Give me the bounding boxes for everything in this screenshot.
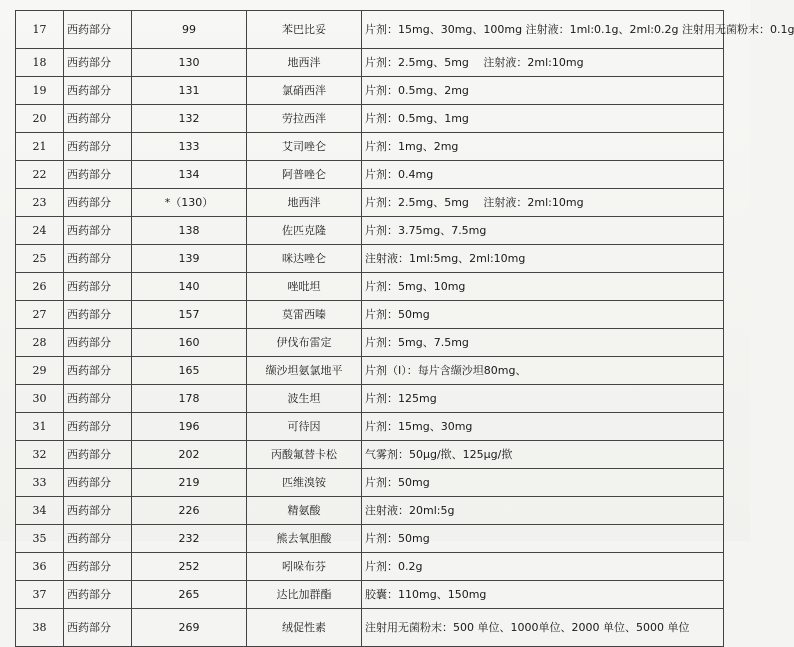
- category-cell: 西药部分: [64, 11, 132, 49]
- table-row: [16, 133, 724, 161]
- code-cell: 99: [132, 11, 247, 49]
- code-cell: 140: [132, 273, 247, 301]
- code-cell: 226: [132, 497, 247, 525]
- row-number-cell: 19: [16, 77, 64, 105]
- category-cell: 西药部分: [64, 497, 132, 525]
- drug-name-cell: 达比加群酯: [247, 581, 362, 609]
- code-cell: 219: [132, 469, 247, 497]
- row-number-cell: 20: [16, 105, 64, 133]
- drug-name-cell: 莫雷西嗪: [247, 301, 362, 329]
- row-number-cell: 37: [16, 581, 64, 609]
- row-number-cell: 18: [16, 49, 64, 77]
- code-cell: 134: [132, 161, 247, 189]
- code-cell: 131: [132, 77, 247, 105]
- category-cell: 西药部分: [64, 77, 132, 105]
- specification-cell: 片剂：1mg、2mg: [362, 133, 724, 161]
- table-row: [16, 301, 724, 329]
- category-cell: 西药部分: [64, 161, 132, 189]
- table-row: [16, 273, 724, 301]
- specification-cell: 片剂：0.5mg、1mg: [362, 105, 724, 133]
- row-number-cell: 32: [16, 441, 64, 469]
- specification-cell: 片剂（Ⅰ）：每片含缬沙坦80mg、: [362, 357, 724, 385]
- specification-cell: 气雾剂：50μg/揿、125μg/揿: [362, 441, 724, 469]
- row-number-cell: 29: [16, 357, 64, 385]
- code-cell: 133: [132, 133, 247, 161]
- row-number-cell: 34: [16, 497, 64, 525]
- code-cell: 196: [132, 413, 247, 441]
- code-cell: 265: [132, 581, 247, 609]
- row-number-cell: 17: [16, 11, 64, 49]
- specification-cell: 片剂：125mg: [362, 385, 724, 413]
- specification-cell: 片剂：0.5mg、2mg: [362, 77, 724, 105]
- code-cell: 252: [132, 553, 247, 581]
- specification-cell: 片剂：2.5mg、5mg 注射液：2ml:10mg: [362, 189, 724, 217]
- category-cell: 西药部分: [64, 413, 132, 441]
- specification-cell: 片剂：50mg: [362, 469, 724, 497]
- category-cell: 西药部分: [64, 49, 132, 77]
- table-row: [16, 525, 724, 553]
- category-cell: 西药部分: [64, 525, 132, 553]
- drug-name-cell: 绒促性素: [247, 609, 362, 647]
- drug-name-cell: 伊伐布雷定: [247, 329, 362, 357]
- specification-cell: 片剂：5mg、10mg: [362, 273, 724, 301]
- table-row: [16, 189, 724, 217]
- drug-name-cell: 艾司唑仑: [247, 133, 362, 161]
- drug-name-cell: 唑吡坦: [247, 273, 362, 301]
- drug-name-cell: 咪达唑仑: [247, 245, 362, 273]
- category-cell: 西药部分: [64, 441, 132, 469]
- category-cell: 西药部分: [64, 385, 132, 413]
- drug-name-cell: 地西泮: [247, 189, 362, 217]
- table-row: [16, 609, 724, 647]
- table-row: [16, 105, 724, 133]
- code-cell: 138: [132, 217, 247, 245]
- category-cell: 西药部分: [64, 273, 132, 301]
- specification-cell: 片剂：50mg: [362, 301, 724, 329]
- table-row: [16, 49, 724, 77]
- code-cell: 178: [132, 385, 247, 413]
- table-row: [16, 581, 724, 609]
- drug-name-cell: 缬沙坦氨氯地平: [247, 357, 362, 385]
- table-row: [16, 385, 724, 413]
- table-row: [16, 11, 724, 49]
- drug-name-cell: 匹维溴铵: [247, 469, 362, 497]
- row-number-cell: 21: [16, 133, 64, 161]
- specification-cell: 注射液：1ml:5mg、2ml:10mg: [362, 245, 724, 273]
- code-cell: *（130）: [132, 189, 247, 217]
- category-cell: 西药部分: [64, 133, 132, 161]
- table-body: [16, 11, 794, 647]
- specification-cell: 片剂：2.5mg、5mg 注射液：2ml:10mg: [362, 49, 724, 77]
- drug-name-cell: 地西泮: [247, 49, 362, 77]
- category-cell: 西药部分: [64, 189, 132, 217]
- category-cell: 西药部分: [64, 581, 132, 609]
- specification-cell: 注射液：20ml:5g: [362, 497, 724, 525]
- drug-name-cell: 丙酸氟替卡松: [247, 441, 362, 469]
- category-cell: 西药部分: [64, 301, 132, 329]
- table-row: [16, 469, 724, 497]
- code-cell: 132: [132, 105, 247, 133]
- specification-cell: 胶囊：110mg、150mg: [362, 581, 724, 609]
- code-cell: 130: [132, 49, 247, 77]
- row-number-cell: 25: [16, 245, 64, 273]
- category-cell: 西药部分: [64, 329, 132, 357]
- drug-name-cell: 劳拉西泮: [247, 105, 362, 133]
- table-row: [16, 77, 724, 105]
- row-number-cell: 24: [16, 217, 64, 245]
- row-number-cell: 28: [16, 329, 64, 357]
- category-cell: 西药部分: [64, 245, 132, 273]
- code-cell: 160: [132, 329, 247, 357]
- specification-cell: 片剂：0.4mg: [362, 161, 724, 189]
- row-number-cell: 30: [16, 385, 64, 413]
- code-cell: 139: [132, 245, 247, 273]
- drug-name-cell: 吲哚布芬: [247, 553, 362, 581]
- category-cell: 西药部分: [64, 105, 132, 133]
- drug-name-cell: 阿普唑仑: [247, 161, 362, 189]
- row-number-cell: 36: [16, 553, 64, 581]
- code-cell: 165: [132, 357, 247, 385]
- row-number-cell: 22: [16, 161, 64, 189]
- row-number-cell: 26: [16, 273, 64, 301]
- table-row: [16, 329, 724, 357]
- table-row: [16, 217, 724, 245]
- category-cell: 西药部分: [64, 357, 132, 385]
- specification-cell: 片剂：50mg: [362, 525, 724, 553]
- category-cell: 西药部分: [64, 609, 132, 647]
- code-cell: 232: [132, 525, 247, 553]
- code-cell: 157: [132, 301, 247, 329]
- table-row: [16, 357, 724, 385]
- specification-cell: 片剂：15mg、30mg、100mg 注射液：1ml:0.1g、2ml:0.2g 注射用无菌粉末：0.1g: [362, 11, 724, 49]
- drug-name-cell: 波生坦: [247, 385, 362, 413]
- code-cell: 202: [132, 441, 247, 469]
- specification-cell: 注射用无菌粉末：500 单位、1000单位、2000 单位、5000 单位: [362, 609, 724, 647]
- category-cell: 西药部分: [64, 469, 132, 497]
- drug-name-cell: 熊去氧胆酸: [247, 525, 362, 553]
- table-row: [16, 413, 724, 441]
- specification-cell: 片剂：0.2g: [362, 553, 724, 581]
- table-row: [16, 497, 724, 525]
- drug-name-cell: 佐匹克隆: [247, 217, 362, 245]
- drug-name-cell: 可待因: [247, 413, 362, 441]
- category-cell: 西药部分: [64, 217, 132, 245]
- drug-name-cell: 精氨酸: [247, 497, 362, 525]
- category-cell: 西药部分: [64, 553, 132, 581]
- row-number-cell: 27: [16, 301, 64, 329]
- code-cell: 269: [132, 609, 247, 647]
- table-row: [16, 245, 724, 273]
- table-row: [16, 553, 724, 581]
- table-row: [16, 441, 724, 469]
- drug-name-cell: 苯巴比妥: [247, 11, 362, 49]
- specification-cell: 片剂：15mg、30mg: [362, 413, 724, 441]
- specification-cell: 片剂：5mg、7.5mg: [362, 329, 724, 357]
- row-number-cell: 35: [16, 525, 64, 553]
- table-row: [16, 161, 724, 189]
- row-number-cell: 33: [16, 469, 64, 497]
- row-number-cell: 23: [16, 189, 64, 217]
- drug-table: [15, 10, 794, 647]
- specification-cell: 片剂：3.75mg、7.5mg: [362, 217, 724, 245]
- row-number-cell: 31: [16, 413, 64, 441]
- row-number-cell: 38: [16, 609, 64, 647]
- drug-name-cell: 氯硝西泮: [247, 77, 362, 105]
